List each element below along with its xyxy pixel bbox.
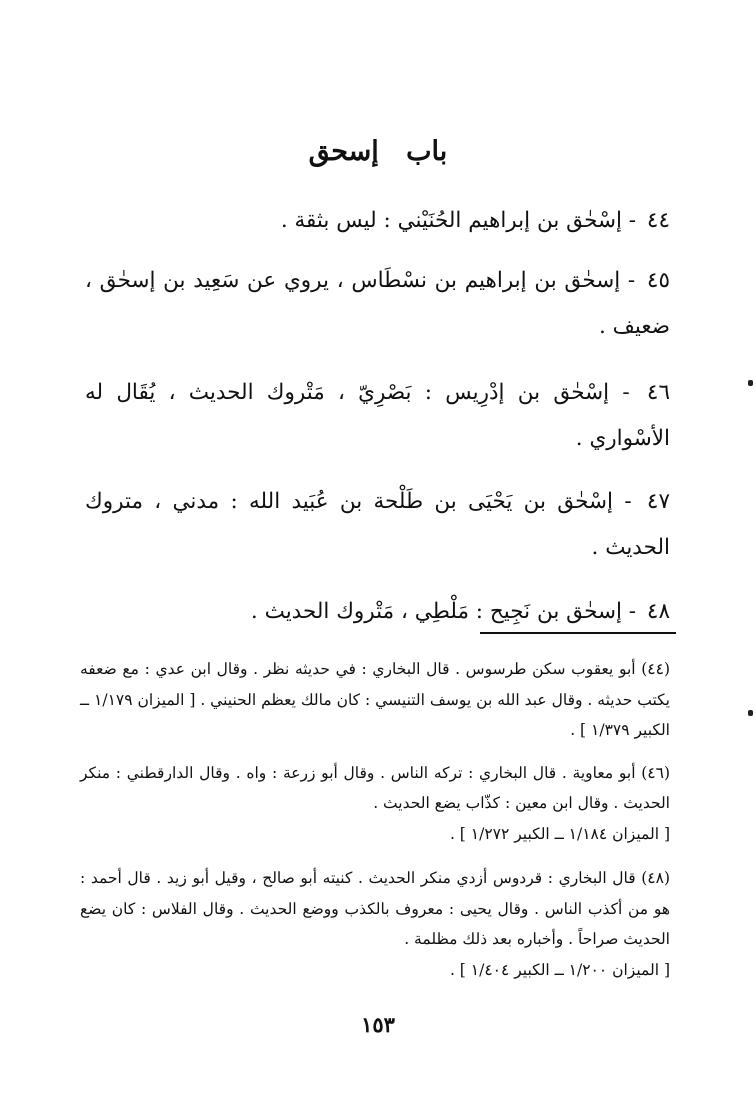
entry-text: - إسْحٰق بن يَحْيَى بن طَلْحة بن عُبَيد الله : مدني ، متروك الحديث . [85, 489, 670, 560]
margin-mark [748, 380, 753, 386]
entry-47 [85, 479, 670, 571]
entry-number: ٤٦ [646, 380, 671, 405]
entry-text: - إسْحٰق بن إدْرِيس : بَصْرِيّ ، مَتْروك الحديث ، يُقَال له الأسْواري . [85, 380, 670, 451]
chapter-title: باب إسحق [308, 136, 448, 167]
entry-44 [85, 198, 670, 244]
entry-text: - إسحٰق بن نَجِيح : مَلْطِي ، مَتْروك الحديث . [250, 599, 637, 624]
footnote-text: (٤٨) قال البخاري : قردوس أزدي منكر الحديث . كنيته أبو صالح ، وقيل أبو زيد . قال أحمد : هو من أكذب الناس . وقال يحيى : معروف بالكذب ووضع الحديث . وقال الفلاس : كان يضع الحديث صراحاً . وأخباره بعد ذلك مظلمة . [80, 869, 670, 948]
footnote-reference: [ الميزان ١/١٨٤ ــ الكبير ١/٢٧٢ ] . [449, 824, 670, 843]
entry-number: ٤٤ [646, 208, 670, 233]
entry-48 [85, 589, 670, 635]
footnotes [80, 654, 670, 985]
entry-number: ٤٧ [646, 489, 670, 514]
footnote-44 [80, 654, 670, 746]
footnote-reference: [ الميزان ١/٢٠٠ ــ الكبير ١/٤٠٤ ] . [449, 960, 670, 979]
footnote-48 [80, 863, 670, 985]
footnote-text: (٤٦) أبو معاوية . قال البخاري : تركه الناس . وقال أبو زرعة : واه . وقال الدارقطني : منكر الحديث . وقال ابن معين : كذّاب يضع الحديث . [80, 763, 670, 812]
margin-mark [748, 710, 753, 716]
entry-46 [85, 370, 670, 462]
entry-text: - إسْحٰق بن إبراهيم الحُنَيْني : ليس بثقة . [280, 208, 637, 233]
footnote-46 [80, 758, 670, 850]
entry-45 [85, 258, 670, 350]
footnote-reference: [ الميزان ١/١٧٩ ــ الكبير ١/٣٧٩ ] . [80, 690, 670, 739]
entries-list [85, 198, 670, 635]
entry-number: ٤٥ [646, 268, 670, 293]
entry-number: ٤٨ [646, 599, 670, 624]
footnote-text: (٤٤) أبو يعقوب سكن طرسوس . قال البخاري : في حديثه نظر . وقال ابن عدي : مع ضعفه يكتب حديثه . وقال عبد الله بن يوسف التنيسي : كان مالك يعظم الحنيني . [80, 660, 670, 709]
entry-text: - إسحٰق بن إبراهيم بن نسْطَاس ، يروي عن سَعِيد بن إسحٰق ، ضعيف . [85, 268, 670, 339]
page-number: ١٥٣ [361, 1012, 395, 1037]
footnote-divider [480, 632, 676, 634]
